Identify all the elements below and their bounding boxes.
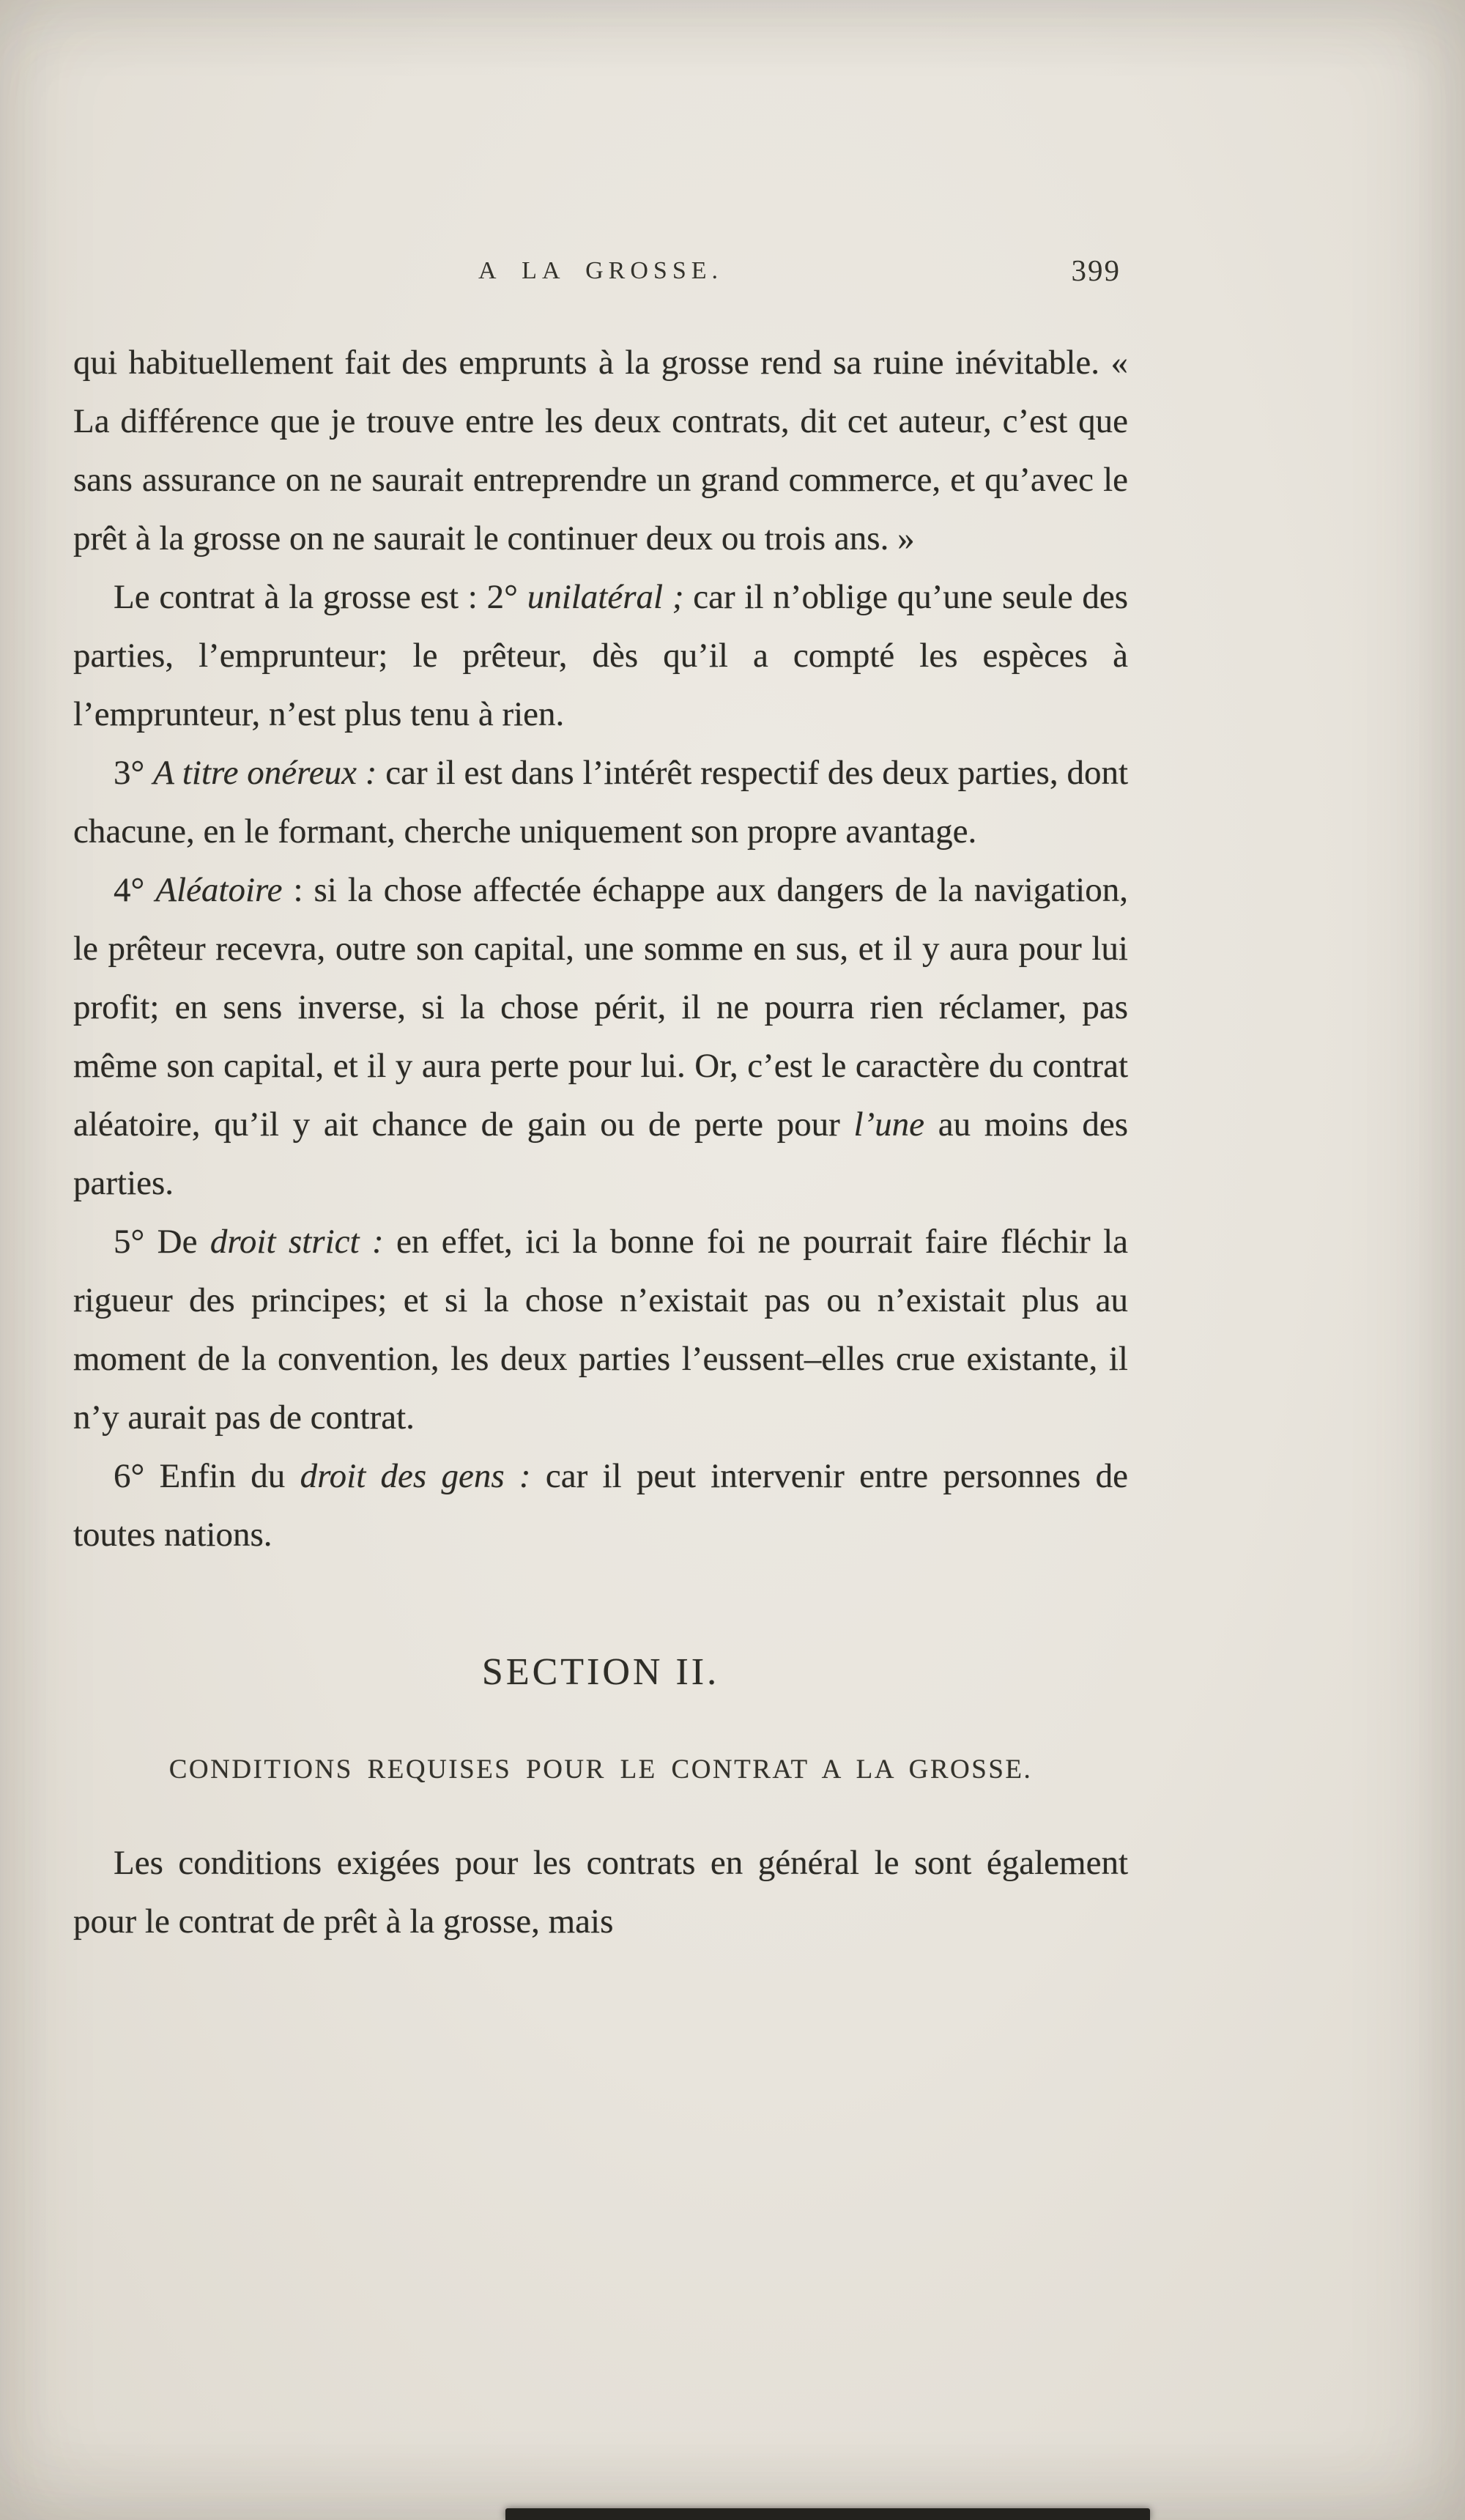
italic-text: droit des gens : — [300, 1457, 531, 1495]
italic-text: A titre onéreux : — [153, 754, 377, 792]
paragraph — [73, 1447, 1128, 1564]
paragraph — [73, 1834, 1128, 1951]
text-run: 5° De — [114, 1223, 210, 1261]
section-body-text — [73, 1834, 1128, 1951]
paragraph — [73, 744, 1128, 861]
italic-text: Aléatoire — [155, 871, 283, 909]
section-heading: SECTION II. — [481, 1651, 720, 1693]
page-header — [73, 253, 1128, 297]
text-run: en effet, ici la bonne foi ne pourrait faire fléchir la rigueur des principes; et si la chose n’existait pas ou n’existait plus au moment de la convention, les deux parties l’eussent–elles crue existante, il n’y aurait pas de contrat. — [73, 1223, 1128, 1437]
paragraph — [73, 333, 1128, 568]
text-column — [73, 253, 1128, 1951]
section-subheading: CONDITIONS REQUISES POUR LE CONTRAT A LA GROSSE. — [168, 1754, 1033, 1785]
italic-text: droit strict : — [209, 1223, 384, 1261]
text-run: 3° — [114, 754, 154, 792]
italic-text: l’une — [853, 1105, 925, 1144]
running-title: A LA GROSSE. — [478, 257, 723, 284]
text-run: au moins des parties. — [73, 1105, 1128, 1202]
text-run: qui habituellement fait des emprunts à la grosse rend sa ruine inévitable. « La différence que je trouve entre les deux contrats, dit cet auteur, c’est que sans assurance on ne saurait entreprendre un grand commerce, et qu’avec le prêt à la grosse on ne saurait le continuer deux ou trois ans. » — [73, 344, 1128, 557]
body-text — [73, 333, 1128, 1564]
paragraph — [73, 861, 1128, 1212]
text-run: 6° Enfin du — [114, 1457, 300, 1495]
text-run: 4° — [114, 871, 156, 909]
text-run: car il n’oblige qu’une seule des parties, l’emprunteur; le prêteur, dès qu’il a compté les espèces à l’emprunteur, n’est plus tenu à rien. — [73, 578, 1128, 733]
page-number: 399 — [1071, 253, 1121, 287]
paragraph — [73, 1212, 1128, 1447]
text-run: car il peut intervenir entre personnes de toutes nations. — [73, 1457, 1128, 1554]
paragraph — [73, 568, 1128, 744]
text-run: Les conditions exigées pour les contrats en général le sont également pour le contrat de prêt à la grosse, mais — [73, 1844, 1128, 1941]
text-run: Le contrat à la grosse est : 2° — [114, 578, 527, 616]
text-run: car il est dans l’intérêt respectif des deux parties, dont chacune, en le formant, cherche uniquement son propre avantage. — [73, 754, 1129, 850]
text-run: : si la chose affectée échappe aux dangers de la navigation, le prêteur recevra, outre son capital, une somme en sus, et il y aura pour lui profit; en sens inverse, si la chose périt, il ne pourra rien réclamer, pas même son capital, et il y aura perte pour lui. Or, c’est le caractère du contrat aléatoire, qu’il y ait chance de gain ou de perte pour — [73, 871, 1128, 1144]
scan-edge-artifact — [505, 2508, 1150, 2520]
italic-text: unilatéral ; — [527, 578, 684, 616]
